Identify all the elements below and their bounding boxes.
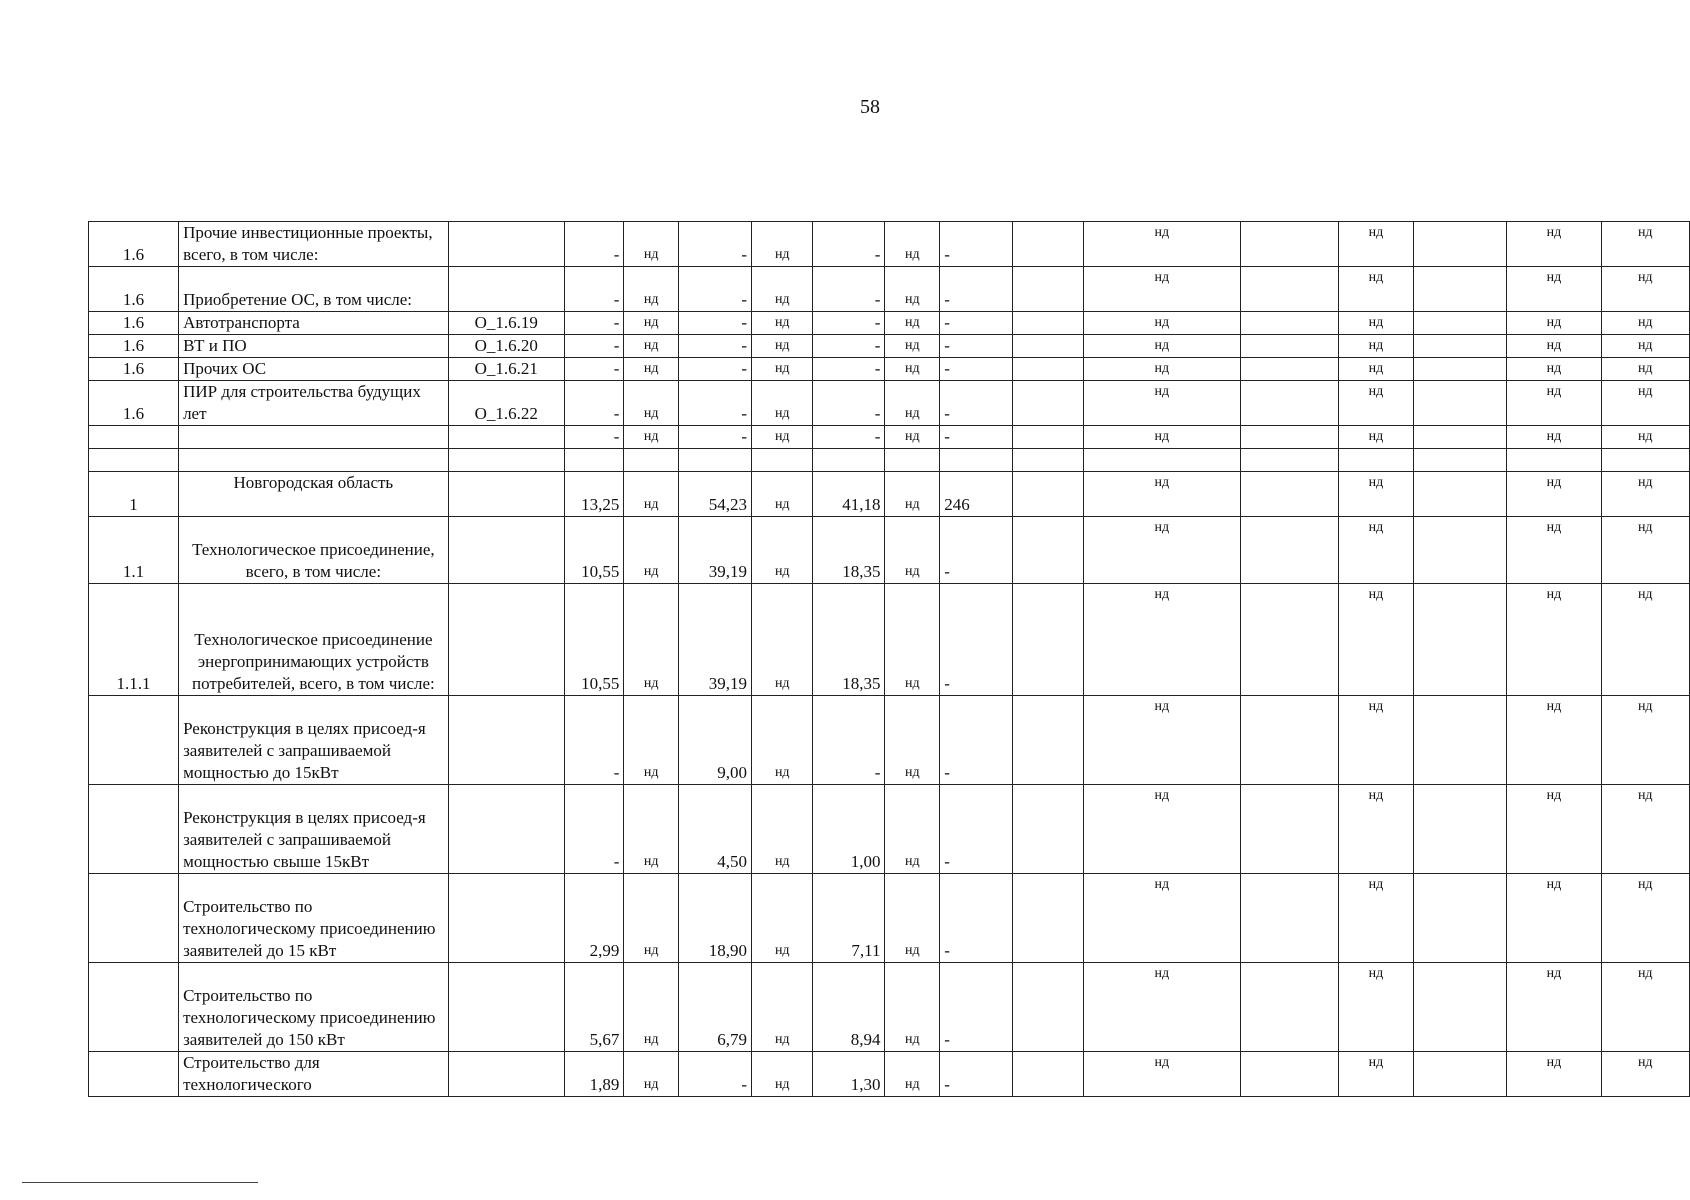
nd-c: нд — [1507, 267, 1601, 312]
row-number: 1.6 — [89, 381, 179, 426]
row-name: Приобретение ОС, в том числе: — [179, 267, 449, 312]
value-3: - — [813, 312, 885, 335]
nd-b: нд — [1338, 1052, 1413, 1097]
row-number — [89, 449, 179, 472]
nd-d: нд — [1601, 963, 1690, 1052]
nd-1: нд — [624, 335, 679, 358]
nd-a: нд — [1084, 874, 1241, 963]
nd-a: нд — [1084, 472, 1241, 517]
value-1: - — [564, 696, 623, 785]
nd-1: нд — [624, 963, 679, 1052]
nd-a: нд — [1084, 517, 1241, 584]
nd-2: нд — [752, 874, 813, 963]
empty-cell — [1413, 312, 1507, 335]
nd-d: нд — [1601, 312, 1690, 335]
row-code: О_1.6.19 — [448, 312, 564, 335]
nd-3: нд — [885, 426, 940, 449]
empty-cell — [1012, 874, 1083, 963]
value-2: 9,00 — [679, 696, 752, 785]
table-row — [89, 584, 1690, 696]
nd-1: нд — [624, 584, 679, 696]
value-4 — [940, 449, 1012, 472]
nd-c: нд — [1507, 584, 1601, 696]
nd-c: нд — [1507, 1052, 1601, 1097]
row-number: 1.6 — [89, 312, 179, 335]
value-2: 18,90 — [679, 874, 752, 963]
value-3: - — [813, 696, 885, 785]
row-number: 1.1 — [89, 517, 179, 584]
nd-1: нд — [624, 696, 679, 785]
row-number — [89, 426, 179, 449]
nd-a — [1084, 449, 1241, 472]
nd-b: нд — [1338, 472, 1413, 517]
value-1 — [564, 449, 623, 472]
value-4: - — [940, 517, 1012, 584]
value-2: - — [679, 381, 752, 426]
empty-cell — [1240, 472, 1338, 517]
value-3: 1,30 — [813, 1052, 885, 1097]
empty-cell — [1413, 426, 1507, 449]
empty-cell — [1012, 963, 1083, 1052]
nd-d: нд — [1601, 1052, 1690, 1097]
empty-cell — [1012, 1052, 1083, 1097]
nd-3: нд — [885, 267, 940, 312]
row-code — [448, 696, 564, 785]
row-code — [448, 785, 564, 874]
row-code — [448, 963, 564, 1052]
nd-2: нд — [752, 267, 813, 312]
nd-1: нд — [624, 222, 679, 267]
nd-3: нд — [885, 696, 940, 785]
nd-d — [1601, 449, 1690, 472]
empty-cell — [1012, 472, 1083, 517]
nd-2: нд — [752, 584, 813, 696]
value-2 — [679, 449, 752, 472]
nd-b: нд — [1338, 584, 1413, 696]
nd-3: нд — [885, 472, 940, 517]
table-row — [89, 472, 1690, 517]
nd-d: нд — [1601, 222, 1690, 267]
empty-cell — [1012, 222, 1083, 267]
empty-cell — [1012, 584, 1083, 696]
nd-b: нд — [1338, 312, 1413, 335]
empty-cell — [1240, 449, 1338, 472]
table-row — [89, 426, 1690, 449]
nd-d: нд — [1601, 335, 1690, 358]
nd-d: нд — [1601, 426, 1690, 449]
row-name: Новгородская область — [179, 472, 449, 517]
nd-2: нд — [752, 517, 813, 584]
row-name: Строительство по технологическому присоединению заявителей до 15 кВт — [179, 874, 449, 963]
empty-cell — [1413, 381, 1507, 426]
nd-d: нд — [1601, 267, 1690, 312]
nd-1: нд — [624, 358, 679, 381]
row-name: Технологическое присоединение энергопринимающих устройств потребителей, всего, в том числе: — [179, 584, 449, 696]
value-2: - — [679, 358, 752, 381]
value-4: - — [940, 785, 1012, 874]
row-code — [448, 472, 564, 517]
nd-1: нд — [624, 874, 679, 963]
value-3: - — [813, 335, 885, 358]
empty-cell — [1413, 963, 1507, 1052]
value-3: 41,18 — [813, 472, 885, 517]
nd-2: нд — [752, 312, 813, 335]
nd-2: нд — [752, 222, 813, 267]
row-name: ПИР для строительства будущих лет — [179, 381, 449, 426]
empty-cell — [1413, 267, 1507, 312]
empty-cell — [1413, 874, 1507, 963]
nd-b: нд — [1338, 267, 1413, 312]
value-4: 246 — [940, 472, 1012, 517]
empty-cell — [1413, 449, 1507, 472]
nd-1: нд — [624, 517, 679, 584]
row-number: 1.6 — [89, 358, 179, 381]
empty-cell — [1413, 517, 1507, 584]
nd-3: нд — [885, 785, 940, 874]
nd-b: нд — [1338, 335, 1413, 358]
nd-c: нд — [1507, 472, 1601, 517]
value-3: - — [813, 381, 885, 426]
row-code: О_1.6.21 — [448, 358, 564, 381]
table-row — [89, 874, 1690, 963]
nd-a: нд — [1084, 358, 1241, 381]
nd-1: нд — [624, 1052, 679, 1097]
row-name: Строительство по технологическому присоединению заявителей до 150 кВт — [179, 963, 449, 1052]
nd-3: нд — [885, 222, 940, 267]
empty-cell — [1012, 426, 1083, 449]
value-1: 13,25 — [564, 472, 623, 517]
nd-1: нд — [624, 267, 679, 312]
value-3: - — [813, 426, 885, 449]
nd-d: нд — [1601, 874, 1690, 963]
table-row — [89, 696, 1690, 785]
value-3: - — [813, 358, 885, 381]
nd-3: нд — [885, 874, 940, 963]
nd-2: нд — [752, 785, 813, 874]
empty-cell — [1240, 1052, 1338, 1097]
nd-a: нд — [1084, 381, 1241, 426]
nd-a: нд — [1084, 963, 1241, 1052]
nd-d: нд — [1601, 696, 1690, 785]
empty-cell — [1413, 584, 1507, 696]
empty-cell — [1413, 696, 1507, 785]
nd-3: нд — [885, 358, 940, 381]
value-3: 18,35 — [813, 517, 885, 584]
empty-cell — [1240, 874, 1338, 963]
investment-table — [88, 221, 1690, 1097]
value-2: - — [679, 1052, 752, 1097]
nd-b: нд — [1338, 222, 1413, 267]
value-2: 39,19 — [679, 517, 752, 584]
empty-cell — [1413, 222, 1507, 267]
value-1: - — [564, 267, 623, 312]
nd-d: нд — [1601, 472, 1690, 517]
nd-c: нд — [1507, 426, 1601, 449]
value-1: 10,55 — [564, 517, 623, 584]
empty-cell — [1240, 963, 1338, 1052]
nd-3: нд — [885, 335, 940, 358]
footer-rule — [22, 1182, 258, 1183]
nd-a: нд — [1084, 426, 1241, 449]
nd-a: нд — [1084, 222, 1241, 267]
row-number: 1.6 — [89, 335, 179, 358]
row-name: Реконструкция в целях присоед-я заявителей с запрашиваемой мощностью свыше 15кВт — [179, 785, 449, 874]
empty-cell — [1240, 696, 1338, 785]
nd-d: нд — [1601, 358, 1690, 381]
row-name: Строительство для технологического — [179, 1052, 449, 1097]
value-4: - — [940, 222, 1012, 267]
empty-cell — [1012, 449, 1083, 472]
value-2: - — [679, 267, 752, 312]
nd-c: нд — [1507, 785, 1601, 874]
empty-cell — [1240, 267, 1338, 312]
nd-a: нд — [1084, 584, 1241, 696]
empty-cell — [1012, 517, 1083, 584]
row-number — [89, 963, 179, 1052]
nd-3: нд — [885, 584, 940, 696]
value-3: 7,11 — [813, 874, 885, 963]
empty-cell — [1413, 472, 1507, 517]
value-1: 5,67 — [564, 963, 623, 1052]
value-4: - — [940, 381, 1012, 426]
row-code — [448, 1052, 564, 1097]
value-2: 4,50 — [679, 785, 752, 874]
table-row — [89, 358, 1690, 381]
value-3: 1,00 — [813, 785, 885, 874]
nd-a: нд — [1084, 312, 1241, 335]
row-name — [179, 426, 449, 449]
row-code: О_1.6.20 — [448, 335, 564, 358]
empty-cell — [1012, 696, 1083, 785]
row-code — [448, 426, 564, 449]
value-4: - — [940, 358, 1012, 381]
row-code — [448, 584, 564, 696]
nd-2: нд — [752, 472, 813, 517]
row-name: Реконструкция в целях присоед-я заявителей с запрашиваемой мощностью до 15кВт — [179, 696, 449, 785]
row-name: Технологическое присоединение, всего, в том числе: — [179, 517, 449, 584]
row-name: Прочих ОС — [179, 358, 449, 381]
nd-b: нд — [1338, 381, 1413, 426]
page-number: 58 — [860, 96, 880, 118]
nd-a: нд — [1084, 1052, 1241, 1097]
value-3: - — [813, 222, 885, 267]
nd-a: нд — [1084, 696, 1241, 785]
empty-cell — [1240, 426, 1338, 449]
nd-3: нд — [885, 381, 940, 426]
value-4: - — [940, 1052, 1012, 1097]
value-4: - — [940, 584, 1012, 696]
nd-c: нд — [1507, 335, 1601, 358]
nd-b: нд — [1338, 785, 1413, 874]
empty-cell — [1012, 381, 1083, 426]
nd-d: нд — [1601, 517, 1690, 584]
value-1: - — [564, 222, 623, 267]
empty-cell — [1012, 358, 1083, 381]
value-4: - — [940, 426, 1012, 449]
value-2: - — [679, 222, 752, 267]
nd-d: нд — [1601, 381, 1690, 426]
value-2: - — [679, 426, 752, 449]
nd-2: нд — [752, 426, 813, 449]
nd-a: нд — [1084, 785, 1241, 874]
nd-b: нд — [1338, 696, 1413, 785]
nd-1: нд — [624, 312, 679, 335]
row-name — [179, 449, 449, 472]
row-number — [89, 874, 179, 963]
empty-cell — [1240, 785, 1338, 874]
table-row — [89, 381, 1690, 426]
nd-c: нд — [1507, 517, 1601, 584]
empty-cell — [1012, 785, 1083, 874]
value-1: 2,99 — [564, 874, 623, 963]
nd-c: нд — [1507, 963, 1601, 1052]
value-3: 8,94 — [813, 963, 885, 1052]
value-4: - — [940, 874, 1012, 963]
nd-2: нд — [752, 381, 813, 426]
nd-1: нд — [624, 381, 679, 426]
nd-c: нд — [1507, 222, 1601, 267]
empty-cell — [1012, 312, 1083, 335]
row-number — [89, 1052, 179, 1097]
value-2: 39,19 — [679, 584, 752, 696]
table-row — [89, 335, 1690, 358]
table-row — [89, 963, 1690, 1052]
empty-cell — [1413, 785, 1507, 874]
nd-3 — [885, 449, 940, 472]
nd-c: нд — [1507, 696, 1601, 785]
row-number — [89, 785, 179, 874]
value-1: - — [564, 785, 623, 874]
value-1: - — [564, 381, 623, 426]
nd-c — [1507, 449, 1601, 472]
value-4: - — [940, 267, 1012, 312]
nd-3: нд — [885, 312, 940, 335]
nd-2: нд — [752, 696, 813, 785]
empty-cell — [1413, 358, 1507, 381]
value-1: - — [564, 312, 623, 335]
nd-c: нд — [1507, 381, 1601, 426]
value-2: 6,79 — [679, 963, 752, 1052]
table-row — [89, 1052, 1690, 1097]
nd-2 — [752, 449, 813, 472]
row-number: 1.6 — [89, 222, 179, 267]
nd-2: нд — [752, 963, 813, 1052]
value-3 — [813, 449, 885, 472]
nd-b: нд — [1338, 874, 1413, 963]
row-name: ВТ и ПО — [179, 335, 449, 358]
value-4: - — [940, 335, 1012, 358]
value-2: 54,23 — [679, 472, 752, 517]
row-number — [89, 696, 179, 785]
nd-3: нд — [885, 963, 940, 1052]
nd-1: нд — [624, 426, 679, 449]
row-number: 1.6 — [89, 267, 179, 312]
table-row — [89, 517, 1690, 584]
value-4: - — [940, 963, 1012, 1052]
empty-cell — [1240, 222, 1338, 267]
value-1: - — [564, 426, 623, 449]
row-code — [448, 222, 564, 267]
nd-1: нд — [624, 472, 679, 517]
value-3: - — [813, 267, 885, 312]
value-1: 1,89 — [564, 1052, 623, 1097]
empty-cell — [1413, 1052, 1507, 1097]
nd-d: нд — [1601, 584, 1690, 696]
row-name: Автотранспорта — [179, 312, 449, 335]
nd-3: нд — [885, 1052, 940, 1097]
row-code — [448, 517, 564, 584]
nd-2: нд — [752, 358, 813, 381]
value-1: - — [564, 358, 623, 381]
nd-b: нд — [1338, 517, 1413, 584]
nd-c: нд — [1507, 874, 1601, 963]
nd-a: нд — [1084, 335, 1241, 358]
empty-cell — [1413, 335, 1507, 358]
nd-b: нд — [1338, 426, 1413, 449]
table-row — [89, 312, 1690, 335]
row-code: О_1.6.22 — [448, 381, 564, 426]
nd-c: нд — [1507, 312, 1601, 335]
nd-3: нд — [885, 517, 940, 584]
value-4: - — [940, 312, 1012, 335]
row-number: 1.1.1 — [89, 584, 179, 696]
table-row — [89, 267, 1690, 312]
table-row — [89, 222, 1690, 267]
value-1: - — [564, 335, 623, 358]
nd-b — [1338, 449, 1413, 472]
nd-1 — [624, 449, 679, 472]
row-code — [448, 874, 564, 963]
nd-c: нд — [1507, 358, 1601, 381]
empty-cell — [1012, 267, 1083, 312]
value-3: 18,35 — [813, 584, 885, 696]
row-code — [448, 449, 564, 472]
value-4: - — [940, 696, 1012, 785]
value-1: 10,55 — [564, 584, 623, 696]
empty-cell — [1240, 584, 1338, 696]
empty-cell — [1240, 312, 1338, 335]
row-name: Прочие инвестиционные проекты, всего, в том числе: — [179, 222, 449, 267]
value-2: - — [679, 335, 752, 358]
nd-1: нд — [624, 785, 679, 874]
empty-cell — [1240, 381, 1338, 426]
table-row — [89, 449, 1690, 472]
nd-2: нд — [752, 335, 813, 358]
row-number: 1 — [89, 472, 179, 517]
row-code — [448, 267, 564, 312]
nd-a: нд — [1084, 267, 1241, 312]
empty-cell — [1240, 517, 1338, 584]
nd-2: нд — [752, 1052, 813, 1097]
empty-cell — [1240, 335, 1338, 358]
nd-b: нд — [1338, 963, 1413, 1052]
empty-cell — [1012, 335, 1083, 358]
empty-cell — [1240, 358, 1338, 381]
nd-b: нд — [1338, 358, 1413, 381]
value-2: - — [679, 312, 752, 335]
nd-d: нд — [1601, 785, 1690, 874]
table-row — [89, 785, 1690, 874]
